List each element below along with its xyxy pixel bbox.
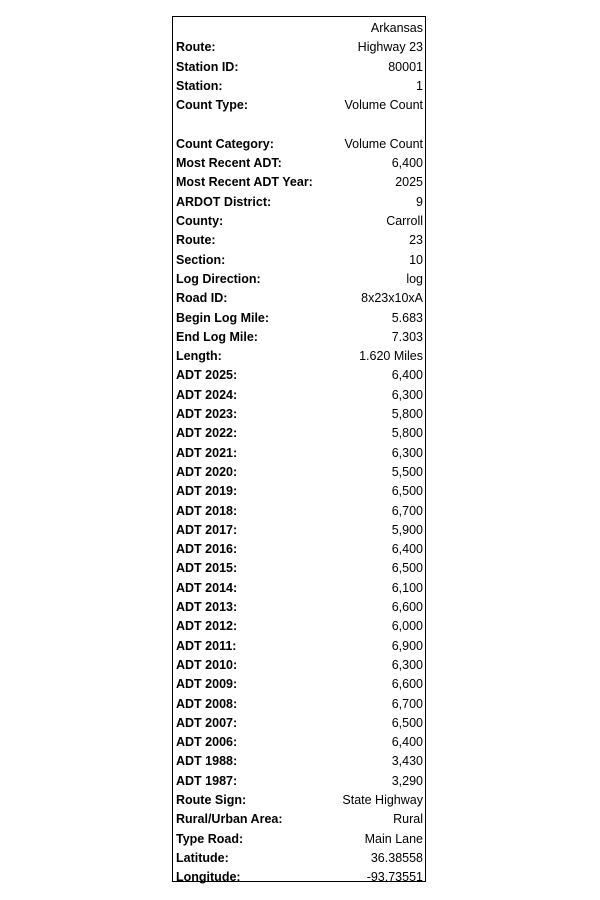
row-label: Route: xyxy=(176,40,216,55)
table-row xyxy=(173,598,425,617)
row-value: 9 xyxy=(416,194,423,209)
row-label: ADT 2021: xyxy=(176,445,238,460)
row-value: 3,430 xyxy=(391,754,423,769)
table-row xyxy=(173,791,425,810)
row-label: ADT 2024: xyxy=(176,387,238,402)
table-row xyxy=(173,289,425,308)
row-label: Length: xyxy=(176,349,222,364)
table-row xyxy=(173,212,425,231)
row-value: 10 xyxy=(409,252,423,267)
table-row xyxy=(173,347,425,366)
row-label: ADT 1988: xyxy=(176,754,238,769)
row-value: 6,400 xyxy=(391,368,423,383)
table-row xyxy=(173,154,425,173)
table-row xyxy=(173,309,425,328)
row-value: 5,900 xyxy=(391,522,423,537)
row-label: Count Category: xyxy=(176,136,274,151)
table-row xyxy=(173,251,425,270)
table-row xyxy=(173,173,425,192)
table-row xyxy=(173,675,425,694)
row-value: 5,800 xyxy=(391,407,423,421)
row-label: Most Recent ADT Year: xyxy=(176,175,313,190)
row-value: Main Lane xyxy=(364,831,423,846)
table-row xyxy=(173,135,425,154)
row-label: ADT 2015: xyxy=(176,561,238,576)
row-label: Latitude: xyxy=(176,850,229,865)
table-row xyxy=(173,77,425,96)
row-label: End Log Mile: xyxy=(176,329,258,344)
row-label: ADT 2018: xyxy=(176,503,238,518)
row-value: Volume Count xyxy=(344,136,423,151)
table-row xyxy=(173,58,425,77)
table-row xyxy=(173,444,425,463)
row-label: ADT 2020: xyxy=(176,464,238,479)
row-value: 2025 xyxy=(395,175,423,190)
row-label: Route: xyxy=(176,233,216,248)
row-value: log xyxy=(406,271,423,286)
row-label: Longitude: xyxy=(176,870,241,885)
table-row xyxy=(173,849,425,868)
table-row xyxy=(173,366,425,385)
row-label: ADT 1987: xyxy=(176,773,238,788)
row-label: Begin Log Mile: xyxy=(176,310,270,325)
row-value: 6,100 xyxy=(391,580,423,595)
row-label: ADT 2010: xyxy=(176,657,238,672)
row-value: 5,800 xyxy=(391,426,423,441)
row-value: 6,400 xyxy=(391,735,423,750)
table-row xyxy=(173,752,425,771)
row-value: Volume Count xyxy=(344,98,423,113)
row-value: 6,500 xyxy=(391,715,423,730)
row-value: 6,500 xyxy=(391,561,423,576)
row-value: 5.683 xyxy=(391,310,423,325)
table-row xyxy=(173,830,425,849)
row-value: Highway 23 xyxy=(357,40,423,55)
row-label: ARDOT District: xyxy=(176,194,272,209)
row-label: ADT 2007: xyxy=(176,715,238,730)
row-value: 8x23x10xA xyxy=(361,291,423,306)
row-label: ADT 2011: xyxy=(176,638,237,653)
station-info-table xyxy=(172,16,426,885)
row-label: County: xyxy=(176,214,224,228)
row-label: Route Sign: xyxy=(176,793,247,807)
row-label: Station: xyxy=(176,78,223,93)
table-header-row xyxy=(173,19,425,38)
row-label: Type Road: xyxy=(176,831,244,846)
row-value: 3,290 xyxy=(391,773,423,788)
row-value: 6,700 xyxy=(391,503,423,518)
table-row xyxy=(173,193,425,212)
row-label: ADT 2016: xyxy=(176,542,238,557)
row-label: ADT 2012: xyxy=(176,619,238,634)
row-value: 6,400 xyxy=(391,156,423,171)
table-row xyxy=(173,502,425,521)
row-value: Carroll xyxy=(386,214,423,228)
row-label: Rural/Urban Area: xyxy=(176,812,283,827)
row-label: ADT 2019: xyxy=(176,484,238,499)
table-row xyxy=(173,38,425,57)
row-label: ADT 2008: xyxy=(176,696,238,711)
table-row xyxy=(173,810,425,829)
row-label: Log Direction: xyxy=(176,271,261,286)
row-value: 6,400 xyxy=(391,542,423,557)
row-label: Road ID: xyxy=(176,291,228,306)
row-value: -93.73551 xyxy=(366,870,423,885)
table-row xyxy=(173,96,425,115)
row-label: Section: xyxy=(176,252,226,267)
row-label: Count Type: xyxy=(176,98,248,113)
row-label: ADT 2009: xyxy=(176,677,238,692)
row-value: State Highway xyxy=(342,793,423,807)
row-value: 5,500 xyxy=(391,464,423,479)
row-value: 6,900 xyxy=(391,638,423,653)
row-value: 1 xyxy=(416,78,423,93)
table-row xyxy=(173,463,425,482)
table-row xyxy=(173,231,425,250)
row-label: ADT 2023: xyxy=(176,407,238,421)
row-value: 6,300 xyxy=(391,387,423,402)
table-row xyxy=(173,772,425,791)
row-value: 6,500 xyxy=(391,484,423,499)
table-row xyxy=(173,424,425,443)
row-value: 6,000 xyxy=(391,619,423,634)
table-row xyxy=(173,328,425,347)
table-row xyxy=(173,521,425,540)
row-value: 36.38558 xyxy=(370,850,423,865)
table-row xyxy=(173,617,425,636)
row-label: Station ID: xyxy=(176,59,239,74)
row-value: 6,600 xyxy=(391,677,423,692)
row-label: ADT 2017: xyxy=(176,522,238,537)
table-row xyxy=(173,559,425,578)
table-row xyxy=(173,386,425,405)
row-value: 1.620 Miles xyxy=(359,349,423,364)
table-row xyxy=(173,637,425,656)
table-row xyxy=(173,656,425,675)
row-value: 6,600 xyxy=(391,600,423,614)
table-row xyxy=(173,540,425,559)
row-value: 80001 xyxy=(388,59,423,74)
row-value: 6,300 xyxy=(391,657,423,672)
row-value: 6,300 xyxy=(391,445,423,460)
row-label: ADT 2022: xyxy=(176,426,238,441)
table-row xyxy=(173,733,425,752)
row-label: ADT 2013: xyxy=(176,600,238,614)
row-value: 23 xyxy=(409,233,423,248)
table-row xyxy=(173,579,425,598)
table-row xyxy=(173,405,425,424)
row-label: ADT 2025: xyxy=(176,368,238,383)
table-row xyxy=(173,270,425,289)
row-value: 6,700 xyxy=(391,696,423,711)
row-value: 7.303 xyxy=(391,329,423,344)
state-value: Arkansas xyxy=(370,21,423,35)
row-label: Most Recent ADT: xyxy=(176,156,282,171)
row-label: ADT 2014: xyxy=(176,580,238,595)
table-row xyxy=(173,714,425,733)
table-row xyxy=(173,695,425,714)
row-value: Rural xyxy=(393,812,423,827)
table-row xyxy=(173,868,425,887)
table-row xyxy=(173,482,425,501)
row-label: ADT 2006: xyxy=(176,735,238,750)
